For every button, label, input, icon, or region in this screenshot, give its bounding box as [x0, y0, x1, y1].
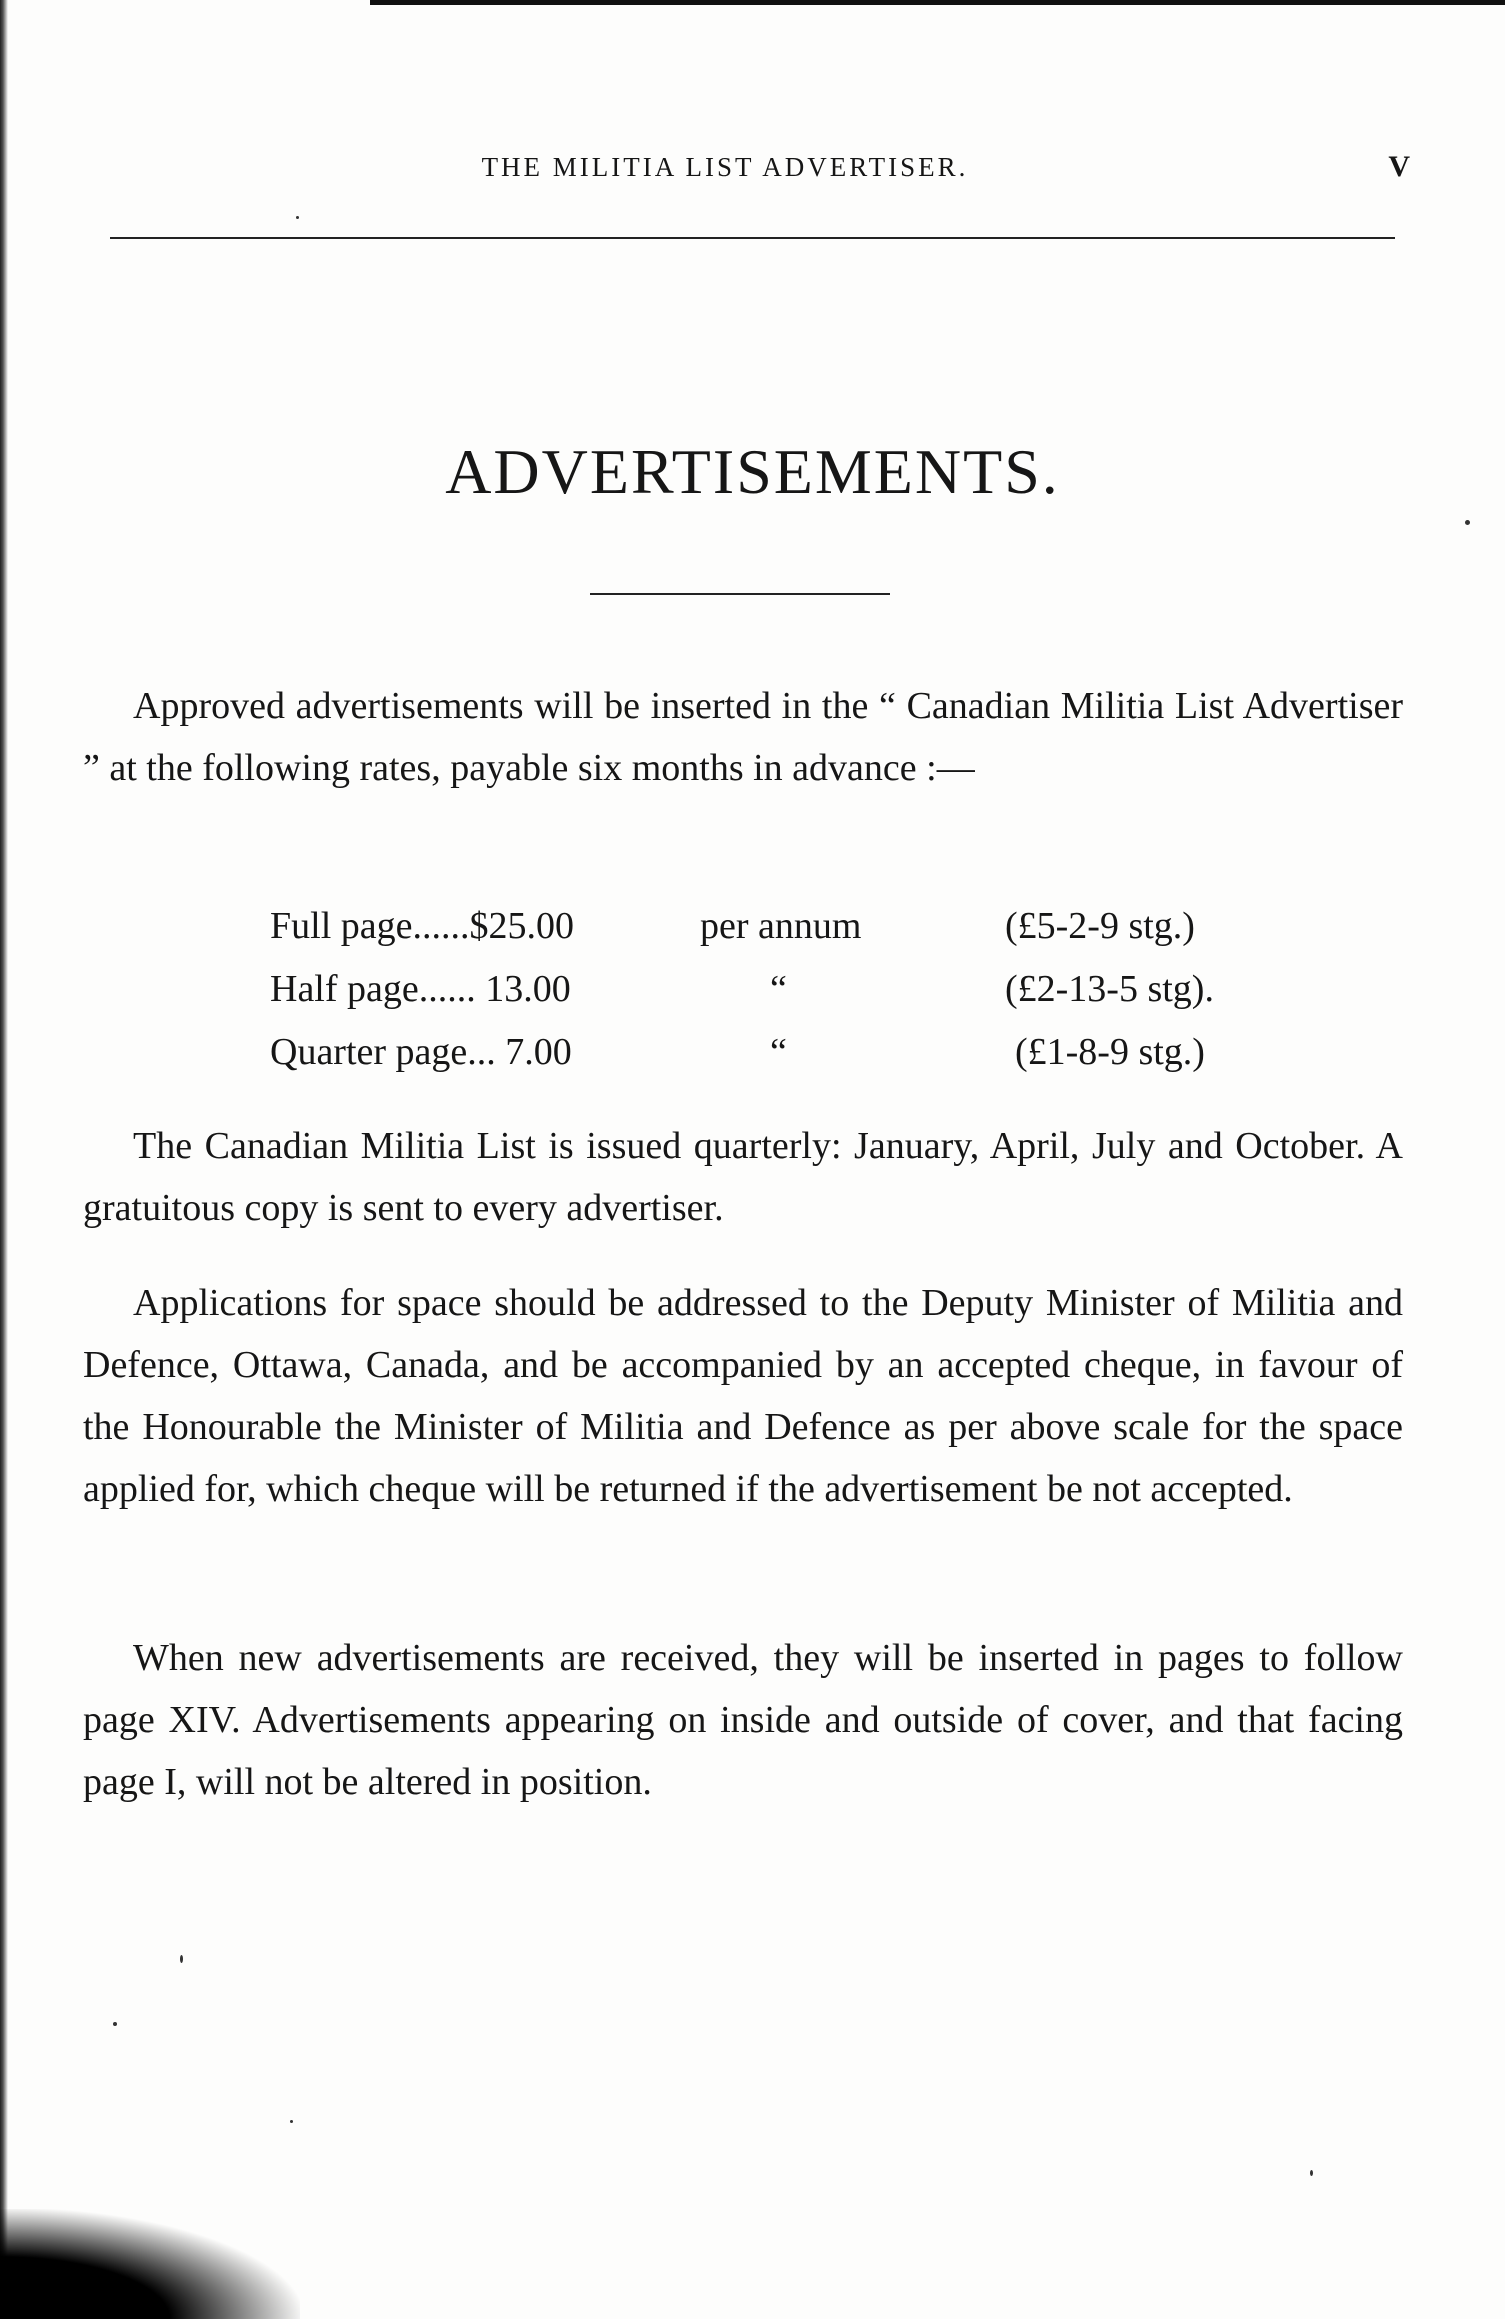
scan-speck: [1465, 520, 1470, 525]
rate-row: [270, 958, 1270, 1021]
page-header: [110, 150, 1410, 200]
scan-speck: [180, 1955, 183, 1963]
header-rule: [110, 237, 1395, 239]
rate-row: [270, 895, 1270, 958]
page-number: V: [1388, 150, 1410, 183]
rate-sterling: (£1-8-9 stg.): [1015, 1031, 1205, 1073]
paragraph-issue-schedule: The Canadian Militia List is issued quarterly: January, April, July and October. A gratuitous copy is sent to every advertiser.: [83, 1125, 1403, 1229]
scan-speck: [290, 2120, 293, 2123]
rate-sterling: (£5-2-9 stg.): [1005, 905, 1195, 947]
rate-sterling: (£2-13-5 stg).: [1005, 968, 1214, 1010]
title-rule: [590, 593, 890, 595]
running-head: THE MILITIA LIST ADVERTISER.: [481, 152, 969, 182]
rate-row: [270, 1021, 1270, 1084]
rate-period: “: [770, 1031, 787, 1073]
scan-speck: [113, 2022, 117, 2026]
scan-speck: [1310, 2170, 1313, 2176]
page-title: ADVERTISEMENTS.: [445, 436, 1060, 507]
rate-period: “: [770, 968, 787, 1010]
paragraph-rates-intro: Approved advertisements will be inserted in the “ Canadian Militia List Advertiser ” at the following rates, payable six months in advance :—: [83, 685, 1403, 789]
rate-description: Quarter page... 7.00: [270, 1031, 572, 1073]
rate-description: Full page......$25.00: [270, 905, 574, 947]
binding-edge: [0, 0, 8, 2319]
rates-table: [270, 895, 1270, 1084]
scan-corner-shadow: [0, 2209, 300, 2319]
rate-period: per annum: [700, 905, 862, 947]
scan-top-edge: [370, 0, 1505, 5]
paragraph-applications: Applications for space should be addressed to the Deputy Minister of Militia and Defence, Ottawa, Canada, and be accompanied by an accepted cheque, in favour of the Honourable the Minister of Militia and Defence as per above scale for the space applied for, which cheque will be returned if the advertisement be not accepted.: [83, 1282, 1403, 1510]
paragraph-new-advertisements: When new advertisements are received, they will be inserted in pages to follow page XIV. Advertisements appearing on inside and outside of cover, and that facing page I, will not be altered in position.: [83, 1637, 1403, 1803]
scan-speck: [296, 216, 299, 219]
rate-description: Half page...... 13.00: [270, 968, 571, 1010]
